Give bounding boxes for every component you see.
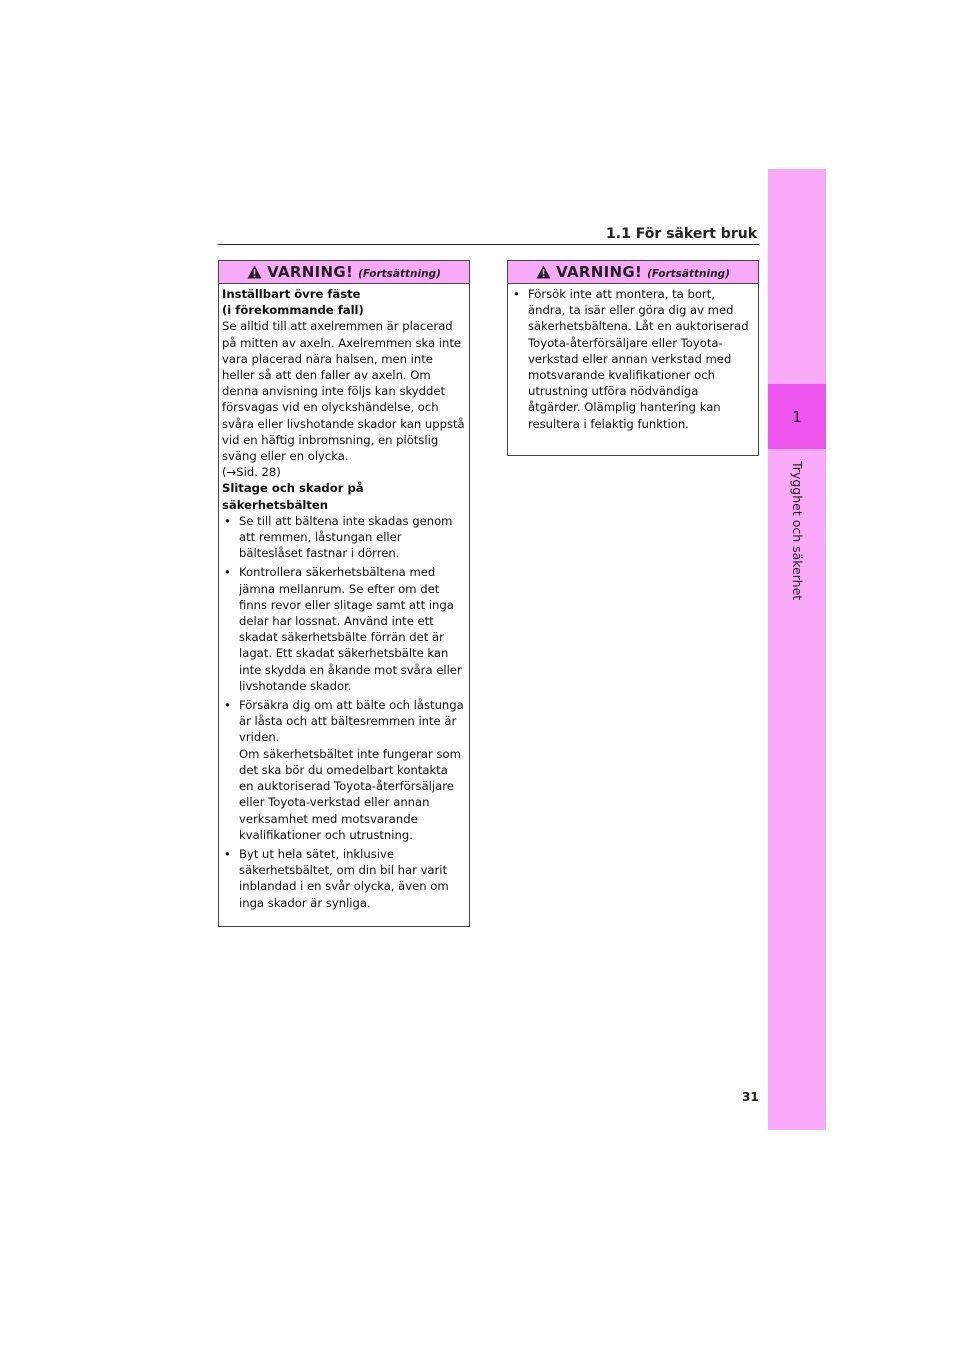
warning-box-left <box>218 260 470 927</box>
bullet-marker: • <box>224 698 231 713</box>
list-item <box>511 286 754 432</box>
warning-continued: (Fortsättning) <box>358 267 441 280</box>
list-item-text-continued: Om säkerhetsbältet inte fungerar som det ska bör du omedelbart kontakta en auktoriserad Toyota-återförsäljare eller Toyota-verkstad eller annan verksamhet med motsvarande kvalifikationer och utrustning. <box>239 746 461 842</box>
warning-header <box>219 261 469 284</box>
list-item-text: Se till att bältena inte skadas genom att remmen, låstungan eller bälteslåset fastnar i dörren. <box>239 513 453 561</box>
header-divider <box>218 244 759 245</box>
list-item-text: Byt ut hela sätet, inklusive säkerhetsbältet, om din bil har varit inblandad i en svår olycka, även om inga skador är synliga. <box>239 846 449 910</box>
list-item <box>222 846 465 911</box>
list-item-text: Kontrollera säkerhetsbältena med jämna mellanrum. Se efter om det finns revor eller slitage samt att inga delar har lossnat. Använd inte ett skadat säkerhetsbälte förrän det är lagat. Ett skadat säkerhetsbälte kan inte skydda en åkande mot svåra eller livshotande skador. <box>239 565 462 693</box>
list-item-text: Försök inte att montera, ta bort, ändra, ta isär eller göra dig av med säkerhetsbältena. Låt en auktoriserad Toyota-återförsäljare eller Toyota-verkstad eller annan verkstad med motsvarande kvalifikationer och utrustning utföra nödvändiga åtgärder. Olämplig hantering kan resultera i felaktig funktion. <box>528 287 749 431</box>
chapter-title: Trygghet och säkerhet <box>790 461 805 601</box>
list-item <box>222 564 465 694</box>
warning-continued: (Fortsättning) <box>647 267 730 280</box>
warning-heading: VARNING! <box>267 263 354 281</box>
bullet-marker: • <box>224 513 231 528</box>
chapter-number: 1 <box>792 407 802 426</box>
subheading: Slitage och skador på säkerhetsbälten <box>222 481 364 512</box>
paragraph: Se alltid till att axelremmen är placerad på mitten av axeln. Axelremmen ska inte vara placerad nära halsen, men inte heller så att den faller av axeln. Om denna anvisning inte följs kan skyddet försvagas vid en olyckshändelse, och svåra eller livshotande skador kan uppstå vid en häftig inbromsning, en plötslig sväng eller en olycka. <box>222 319 465 464</box>
list-item <box>222 513 465 562</box>
subheading: Inställbart övre fäste <box>222 287 361 301</box>
bullet-marker: • <box>224 565 231 580</box>
page-reference: (→Sid. 28) <box>222 465 281 480</box>
page-number: 31 <box>742 1090 759 1104</box>
list-item <box>222 697 465 843</box>
chapter-tab-strip <box>768 169 826 1130</box>
warning-body <box>508 284 758 432</box>
list-item-text: Försäkra dig om att bälte och låstunga är låsta och att bältesremmen inte är vriden. <box>239 698 464 745</box>
warning-triangle-icon <box>536 265 551 279</box>
warning-box-right <box>507 260 759 456</box>
warning-body <box>219 284 469 911</box>
subheading-note: (i förekommande fall) <box>222 303 364 318</box>
bullet-marker: • <box>224 846 231 861</box>
section-title: 1.1 För säkert bruk <box>606 226 757 242</box>
warning-heading: VARNING! <box>556 263 643 281</box>
warning-triangle-icon <box>247 265 262 279</box>
bullet-marker: • <box>513 287 520 301</box>
chapter-number-tab <box>768 384 826 449</box>
warning-header <box>508 261 758 284</box>
